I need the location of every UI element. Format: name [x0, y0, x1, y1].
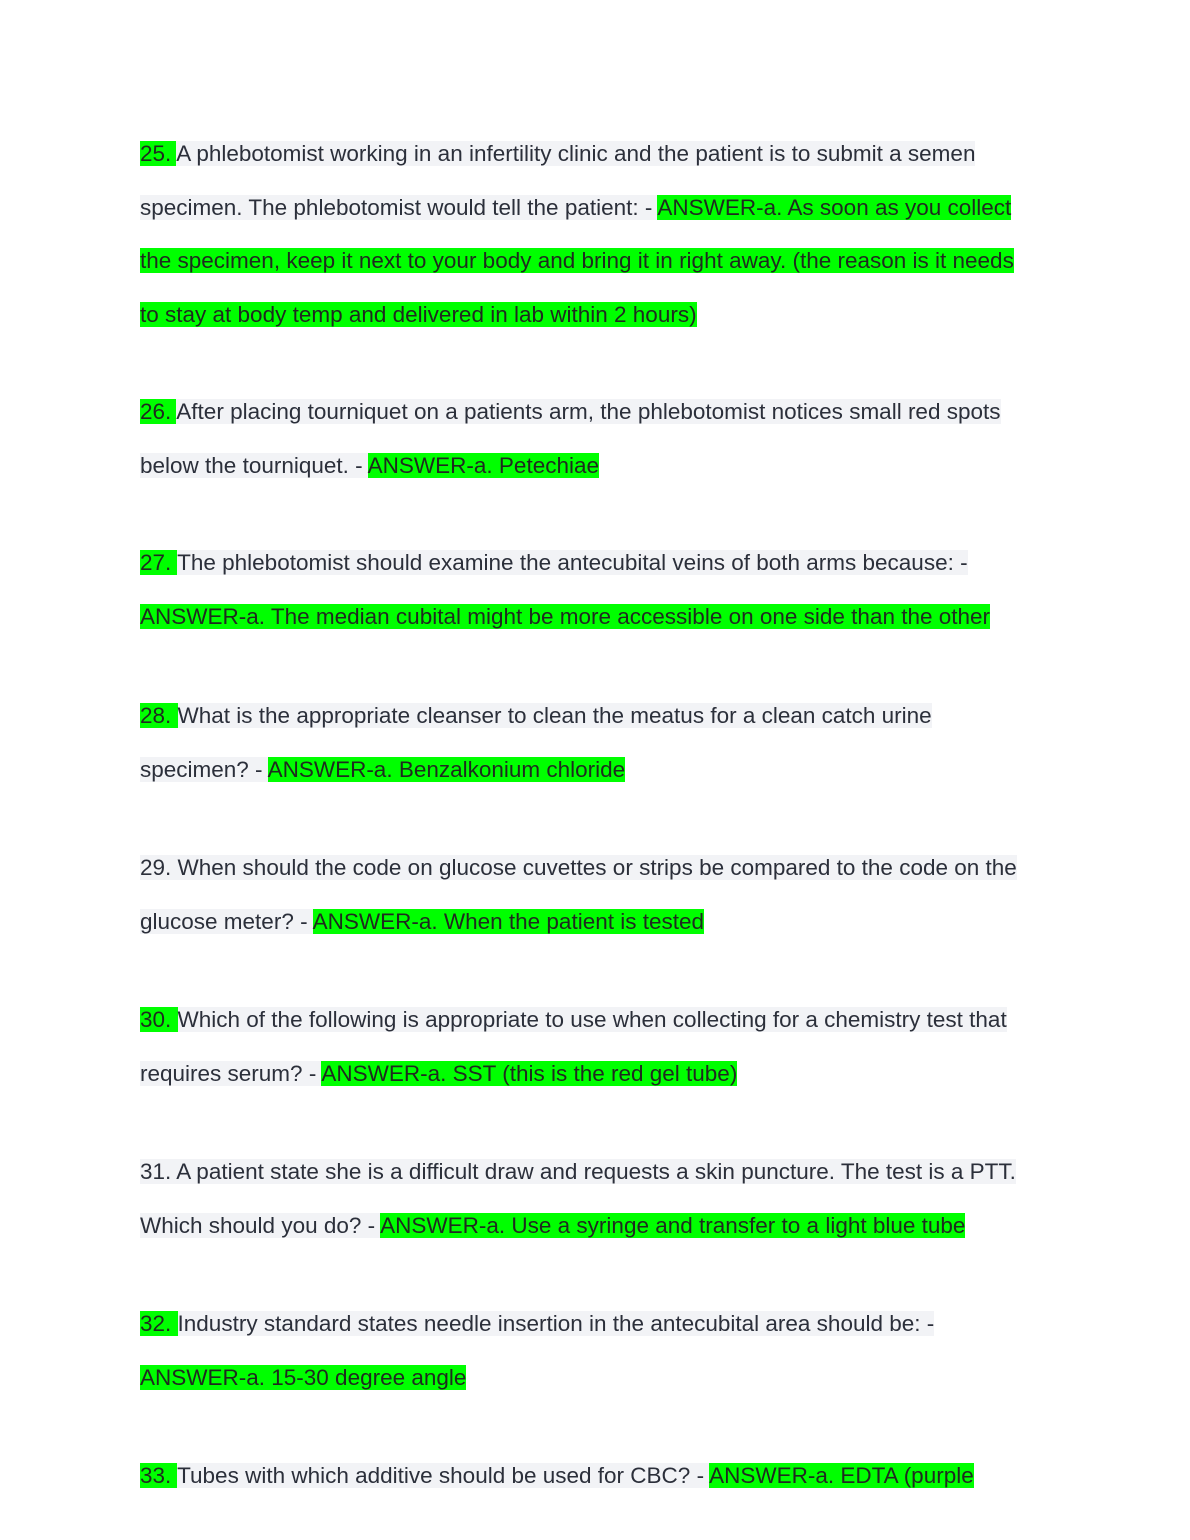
text-line — [140, 689, 1052, 743]
question-text: specimen. The phlebotomist would tell the patient: - — [140, 194, 658, 220]
answer-text: ANSWER-a. Benzalkonium chloride — [267, 756, 626, 782]
question-item — [140, 689, 1052, 796]
answer-text: ANSWER-a. 15-30 degree angle — [140, 1364, 467, 1390]
question-text: Industry standard states needle insertion in the antecubital area should be: - — [177, 1311, 935, 1336]
question-text: requires serum? - — [140, 1060, 322, 1086]
text-line — [140, 385, 1052, 439]
text-line — [140, 743, 1052, 797]
answer-text: ANSWER-a. SST (this is the red gel tube) — [321, 1060, 738, 1086]
text-line — [140, 439, 1052, 493]
question-text: specimen? - — [140, 756, 268, 782]
text-line — [140, 127, 1052, 181]
question-number: 33. — [140, 1463, 178, 1488]
question-text: below the tourniquet. - — [140, 452, 368, 478]
question-number: 26. — [140, 399, 177, 424]
question-number: 25. — [140, 141, 177, 166]
text-line — [140, 181, 1052, 235]
question-text: Which of the following is appropriate to use when collecting for a chemistry test that — [177, 1007, 1007, 1032]
question-item — [140, 1449, 1052, 1503]
question-number: 28. — [140, 703, 178, 728]
answer-text: ANSWER-a. When the patient is tested — [312, 908, 705, 934]
text-line — [140, 1145, 1052, 1199]
question-text: The phlebotomist should examine the antecubital veins of both arms because: - — [177, 550, 968, 575]
answer-text: ANSWER-a. As soon as you collect — [657, 194, 1012, 220]
answer-text: ANSWER-a. The median cubital might be more accessible on one side than the other — [140, 603, 991, 629]
question-number: 32. — [140, 1311, 178, 1336]
question-text: A phlebotomist working in an infertility clinic and the patient is to submit a semen — [176, 141, 976, 166]
answer-text: ANSWER-a. Use a syringe and transfer to a light blue tube — [380, 1212, 966, 1238]
question-item — [140, 385, 1052, 492]
question-item — [140, 993, 1052, 1100]
question-text: 31. A patient state she is a difficult draw and requests a skin puncture. The test is a PTT. — [140, 1159, 1016, 1184]
answer-text: to stay at body temp and delivered in lab within 2 hours) — [140, 301, 697, 327]
question-text: After placing tourniquet on a patients arm, the phlebotomist notices small red spots — [176, 399, 1001, 424]
answer-text: the specimen, keep it next to your body and bring it in right away. (the reason is it needs — [140, 248, 1014, 273]
text-line — [140, 895, 1052, 949]
answer-text: ANSWER-a. Petechiae — [367, 452, 599, 478]
text-line — [140, 288, 1052, 342]
text-line — [140, 1199, 1052, 1253]
text-line — [140, 841, 1052, 895]
question-text: What is the appropriate cleanser to clean the meatus for a clean catch urine — [177, 703, 932, 728]
text-line — [140, 993, 1052, 1047]
question-item — [140, 1145, 1052, 1252]
question-number: 30. — [140, 1007, 178, 1032]
text-line — [140, 1297, 1052, 1351]
question-text: 29. When should the code on glucose cuvettes or strips be compared to the code on the — [140, 855, 1017, 880]
text-line — [140, 1351, 1052, 1405]
text-line — [140, 590, 1052, 644]
question-item — [140, 841, 1052, 948]
question-number: 27. — [140, 550, 178, 575]
question-item — [140, 127, 1052, 341]
text-line — [140, 234, 1052, 288]
qa-list — [140, 127, 1052, 1503]
question-text: Tubes with which additive should be used for CBC? - — [177, 1463, 710, 1488]
text-line — [140, 1047, 1052, 1101]
question-text: Which should you do? - — [140, 1212, 381, 1238]
answer-text: ANSWER-a. EDTA (purple — [709, 1463, 974, 1488]
question-item — [140, 536, 1052, 643]
text-line — [140, 1449, 1052, 1503]
question-item — [140, 1297, 1052, 1404]
question-text: glucose meter? - — [140, 908, 313, 934]
text-line — [140, 536, 1052, 590]
